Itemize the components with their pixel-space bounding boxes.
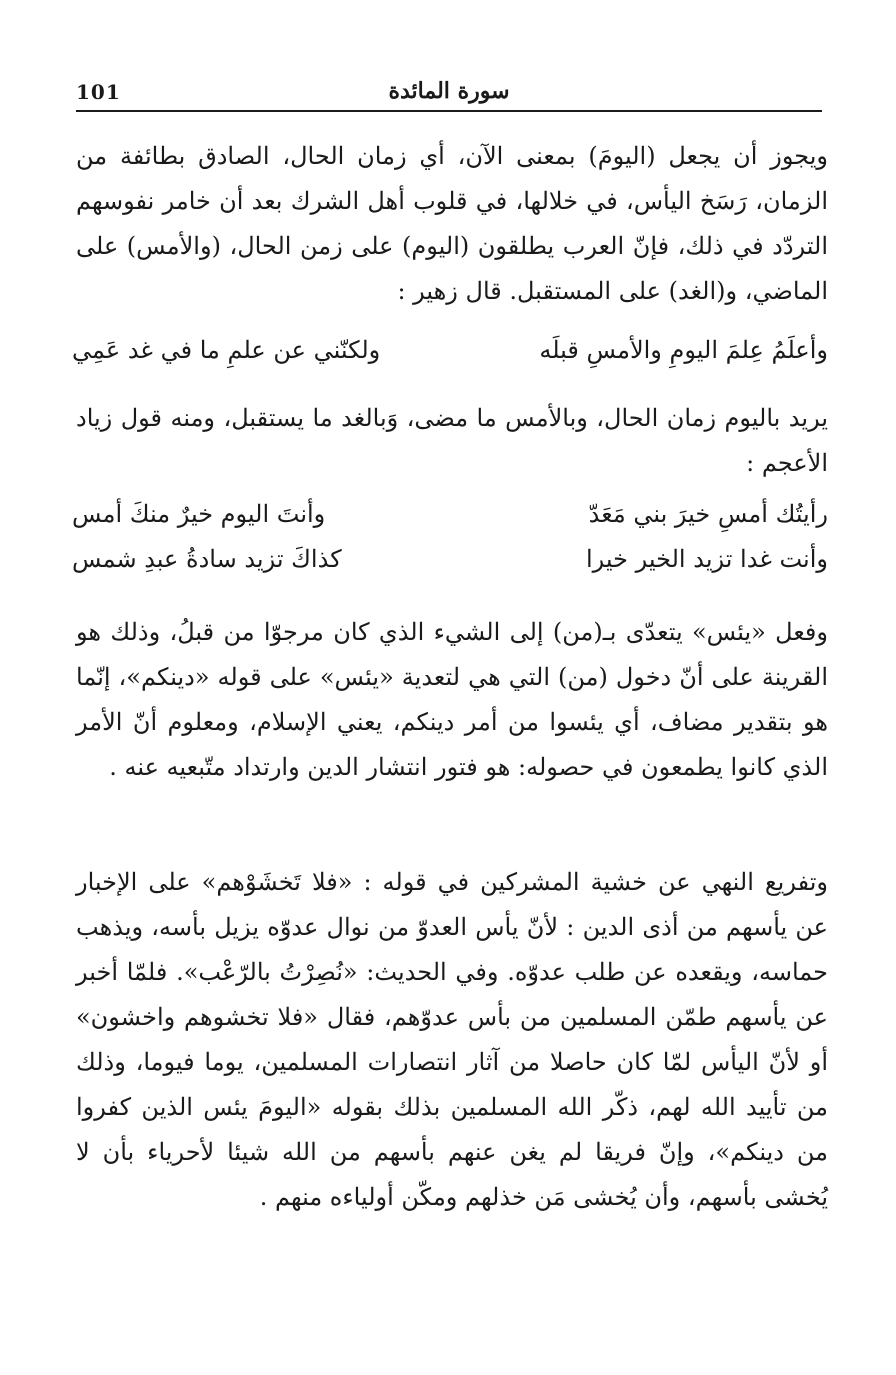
verse-ziyad-1 [72,500,828,528]
page-header [76,76,822,112]
paragraph-text: يريد باليوم زمان الحال، وبالأمس ما مضى، وَبالغد ما يستقبل، ومنه قول زياد الأعجم : [76,404,828,477]
verse-second-hemistich: ولكنّني عن علمِ ما في غد عَمِي [72,336,381,364]
paragraph-4 [76,860,828,1220]
verse-first-hemistich: رأيتُك أمسِ خيرَ بني مَعَدّ [588,500,828,528]
verse-second-hemistich: وأنتَ اليوم خيرٌ منكَ أمس [72,500,326,528]
paragraph-text: ويجوز أن يجعل (اليومَ) بمعنى الآن، أي زمان الحال، الصادق بطائفة من الزمان، رَسَخ اليأس، في خلالها، في قلوب أهل الشرك بعد أن خامر نفوسهم التردّد في ذلك، فإنّ العرب يطلقون (اليوم) على زمن الحال، (والأمس) على الماضي، و(الغد) على المستقبل. قال زهير : [76,142,828,305]
paragraph-text: وتفريع النهي عن خشية المشركين في قوله : «فلا تَخشَوْهم» على الإخبار عن يأسهم من أذى الدين : لأنّ يأس العدوّ من نوال عدوّه يزيل بأسه، ويذهب حماسه، ويقعده عن طلب عدوّه. وفي الحديث: «نُصِرْتُ بالرّعْب». فلمّا أخبر عن يأسهم طمّن المسلمين من بأس عدوّهم، فقال «فلا تخشوهم واخشون» أو لأنّ اليأس لمّا كان حاصلا من آثار انتصارات المسلمين، يوما فيوما، وذلك من تأييد الله لهم، ذكّر الله المسلمين بذلك بقوله «اليومَ يئس الذين كفروا من دينكم»، وإنّ فريقا لم يغن عنهم بأسهم من الله شيئا لأحرياء بأن لا يُخشى بأسهم، وأن يُخشى مَن خذلهم ومكّن أولياءه منهم . [76,868,828,1211]
verse-first-hemistich: وأعلَمُ عِلمَ اليومِ والأمسِ قبلَه [539,336,828,364]
page-number: 101 [76,80,121,104]
verse-second-hemistich: كذاكَ تزيد سادةُ عبدِ شمس [72,545,342,573]
running-title: سورة المائدة [388,78,510,104]
paragraph-text: وفعل «يئس» يتعدّى بـ(من) إلى الشيء الذي كان مرجوّا من قبلُ، وذلك هو القرينة على أنّ دخول (من) التي هي لتعدية «يئس» على قوله «دينكم»، إنّما هو بتقدير مضاف، أي يئسوا من أمر دينكم، يعني الإسلام، ومعلوم أنّ الأمر الذي كانوا يطمعون في حصوله: هو فتور انتشار الدين وارتداد متّبعيه عنه . [76,618,828,781]
verse-first-hemistich: وأنت غدا تزيد الخير خيرا [586,545,828,573]
verse-zuhair [72,336,828,364]
verse-ziyad-2 [72,545,828,573]
paragraph-2 [76,396,828,486]
paragraph-3 [76,610,828,790]
paragraph-1 [76,134,828,314]
